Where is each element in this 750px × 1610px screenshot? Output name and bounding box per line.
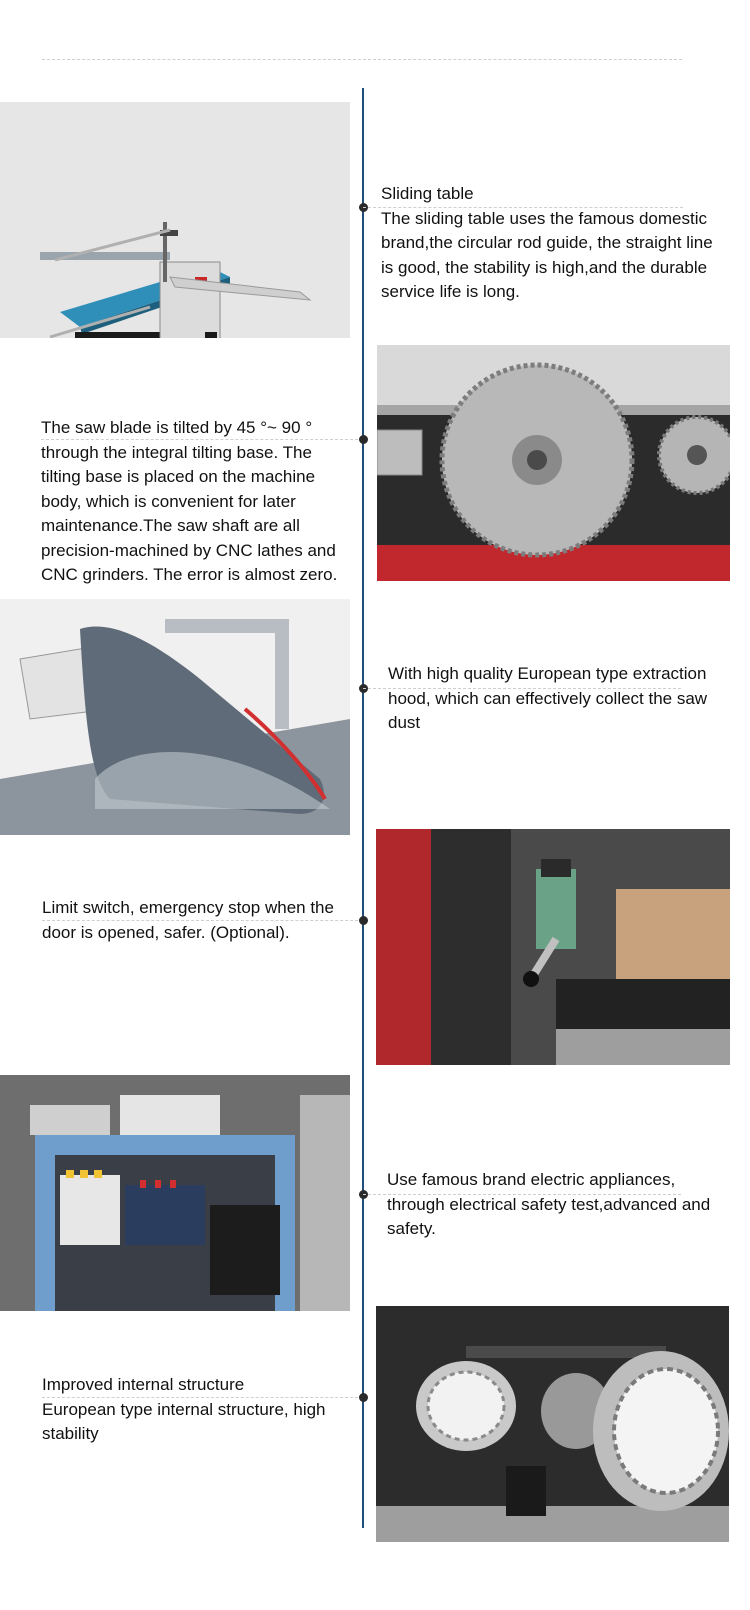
feature-body: The sliding table uses the famous domestic brand,the circular rod guide, the straight line is good, the stability is high,and the durable service life is long. (381, 208, 713, 301)
motor-photo (376, 1306, 729, 1542)
timeline-dot-6 (359, 1393, 368, 1402)
timeline-line (362, 88, 364, 1528)
timeline-dot-4 (359, 916, 368, 925)
feature-body: The saw blade is tilted by 45 °~ 90 ° through the integral tilting base. The tilting base is placed on the machine body, which is convenient for later maintenance.The saw shaft are all precision-machined by CNC lathes and CNC grinders. The error is almost zero. (41, 418, 338, 584)
feature-extraction-hood-text (388, 662, 728, 736)
top-divider (42, 59, 682, 60)
electric-cabinet-photo (0, 1075, 350, 1311)
feature-body: Use famous brand electric appliances, through electrical safety test,advanced and safety. (387, 1170, 711, 1238)
feature-sliding-table-text (381, 182, 726, 305)
feature-body: With high quality European type extraction hood, which can effectively collect the saw dust (388, 664, 708, 732)
feature-title: Improved internal structure (42, 1375, 245, 1394)
feature-electrical-text (387, 1168, 727, 1242)
extraction-hood-photo (0, 599, 350, 835)
connector-6 (42, 1397, 363, 1398)
connector-4 (42, 920, 363, 921)
feature-saw-blade-text (41, 416, 351, 588)
sliding-table-photo (0, 102, 350, 338)
limit-switch-photo (376, 829, 730, 1065)
connector-2 (41, 439, 363, 440)
feature-body: European type internal structure, high stability (42, 1399, 326, 1443)
feature-title: Sliding table (381, 184, 474, 203)
feature-internal-structure-text (42, 1373, 352, 1447)
timeline-dot-2 (359, 435, 368, 444)
saw-blade-photo (377, 345, 730, 581)
feature-body: Limit switch, emergency stop when the door is opened, safer. (Optional). (42, 898, 334, 942)
